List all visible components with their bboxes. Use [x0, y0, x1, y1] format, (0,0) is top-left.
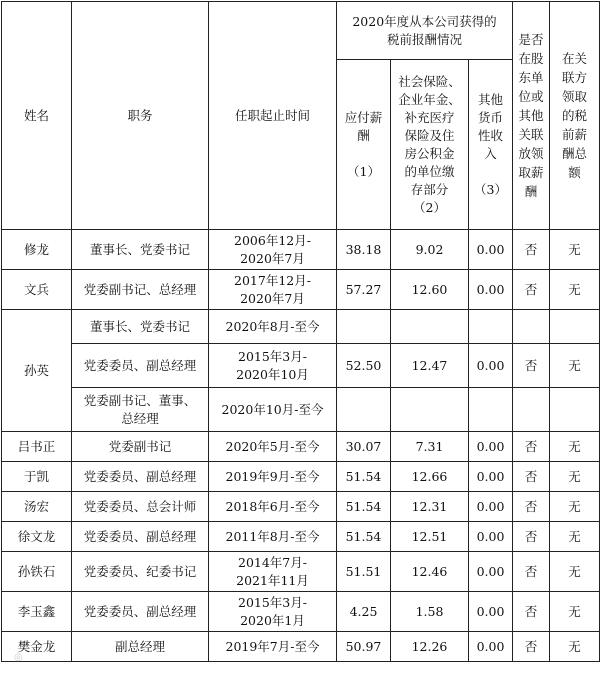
cell-term-line: 2020年7月 [240, 250, 305, 266]
cell-position-line: 党委副书记、董事、 [83, 392, 197, 408]
cell-other: 0.00 [469, 230, 513, 270]
cell-other: 0.00 [469, 344, 513, 388]
cell-term [209, 388, 337, 432]
table-row [2, 432, 600, 462]
cell-term-line: 2015年3月- [238, 348, 307, 364]
cell-shareholder: 否 [513, 432, 550, 462]
cell-position [72, 344, 209, 388]
table-row [2, 388, 600, 432]
cell-name: 樊金龙 [2, 632, 72, 662]
header-shareholder-line: 关联 [518, 127, 544, 142]
cell-term [209, 432, 337, 462]
cell-empty [513, 388, 550, 432]
cell-position-line: 党委委员、副总经理 [83, 528, 197, 544]
cell-term-line: 2020年10月 [236, 366, 309, 382]
cell-position-line: 党委副书记、总经理 [83, 281, 197, 297]
cell-insurance: 7.31 [391, 432, 469, 462]
cell-related: 无 [550, 552, 600, 592]
cell-insurance: 12.47 [391, 344, 469, 388]
cell-empty [337, 388, 391, 432]
cell-related: 无 [550, 270, 600, 310]
table-row [2, 230, 600, 270]
cell-position-line: 党委委员、总会计师 [83, 498, 197, 514]
cell-term-line: 2006年12月- [234, 232, 311, 248]
watermark: ◎ [14, 652, 23, 663]
header-term: 任职起止时间 [209, 2, 337, 230]
cell-term [209, 492, 337, 522]
header-col3-line: 入 [484, 145, 497, 161]
cell-insurance: 12.51 [391, 522, 469, 552]
table-row [2, 522, 600, 552]
header-shareholder-line: 取薪 [518, 165, 544, 180]
table-row [2, 270, 600, 310]
cell-pay: 50.97 [337, 632, 391, 662]
cell-other: 0.00 [469, 592, 513, 632]
cell-position [72, 592, 209, 632]
cell-term-line: 2015年3月- [238, 594, 307, 610]
cell-position-line: 党委副书记 [108, 438, 172, 454]
header-related-pay [550, 2, 600, 230]
header-related-line: 酬总 [562, 146, 588, 161]
cell-pay: 51.54 [337, 492, 391, 522]
cell-name: 文兵 [2, 270, 72, 310]
table-row [2, 310, 600, 344]
cell-position-line: 党委委员、副总经理 [83, 603, 197, 619]
cell-position [72, 432, 209, 462]
header-shareholder-line: 是否 [518, 32, 544, 47]
cell-shareholder: 否 [513, 492, 550, 522]
cell-insurance: 12.60 [391, 270, 469, 310]
cell-term-line: 2014年7月- [238, 554, 307, 570]
cell-position [72, 552, 209, 592]
cell-insurance: 12.66 [391, 462, 469, 492]
header-shareholder-line: 在股 [518, 51, 544, 66]
header-pay-group-line: 税前报酬情况 [387, 31, 463, 47]
header-col2-line: 房公积金 [404, 145, 455, 161]
header-col2-line: 存部分 [410, 181, 449, 197]
cell-pay: 51.54 [337, 462, 391, 492]
cell-term [209, 552, 337, 592]
cell-empty [469, 310, 513, 344]
table-row [2, 344, 600, 388]
header-shareholder-line: 位或 [518, 89, 544, 104]
cell-name: 孙英 [2, 310, 72, 432]
cell-position [72, 632, 209, 662]
header-col3-line: 性收 [478, 127, 504, 143]
header-col2-line: 企业年金、 [398, 91, 461, 107]
header-col1-line: 应付薪 [344, 109, 383, 125]
header-pay-group-line: 2020年度从本公司获得的 [352, 13, 497, 29]
cell-other: 0.00 [469, 632, 513, 662]
cell-position-line: 副总经理 [114, 638, 165, 654]
cell-term [209, 522, 337, 552]
cell-insurance: 12.31 [391, 492, 469, 522]
cell-empty [391, 388, 469, 432]
cell-other: 0.00 [469, 270, 513, 310]
cell-name: 汤宏 [2, 492, 72, 522]
header-col3-line: 其他 [478, 91, 504, 107]
cell-term-line: 2021年11月 [236, 572, 309, 588]
cell-insurance: 12.46 [391, 552, 469, 592]
cell-position-line: 党委委员、纪委书记 [83, 563, 197, 579]
header-shareholder [513, 2, 550, 230]
cell-position-line: 董事长、党委书记 [89, 318, 190, 334]
cell-position [72, 310, 209, 344]
cell-position [72, 492, 209, 522]
cell-other: 0.00 [469, 432, 513, 462]
cell-name: 徐文龙 [2, 522, 72, 552]
cell-term [209, 592, 337, 632]
cell-shareholder: 否 [513, 632, 550, 662]
cell-related: 无 [550, 522, 600, 552]
header-col1 [337, 60, 391, 230]
cell-name: 李玉鑫 [2, 592, 72, 632]
header-row-1 [2, 2, 600, 60]
cell-name: 孙铁石 [2, 552, 72, 592]
cell-pay: 51.51 [337, 552, 391, 592]
cell-position [72, 270, 209, 310]
cell-pay: 30.07 [337, 432, 391, 462]
cell-term-line: 2017年12月- [234, 272, 311, 288]
header-col3 [469, 60, 513, 230]
header-name: 姓名 [2, 2, 72, 230]
cell-shareholder: 否 [513, 344, 550, 388]
header-shareholder-line: 东单 [518, 70, 544, 85]
cell-empty [469, 388, 513, 432]
cell-other: 0.00 [469, 522, 513, 552]
cell-position [72, 462, 209, 492]
cell-empty [513, 310, 550, 344]
cell-term [209, 270, 337, 310]
header-col2-line: 的单位缴 [404, 163, 455, 179]
cell-name: 于凯 [2, 462, 72, 492]
header-col1-line: 酬 [357, 127, 370, 143]
cell-pay: 38.18 [337, 230, 391, 270]
cell-name: 吕书正 [2, 432, 72, 462]
cell-related: 无 [550, 432, 600, 462]
cell-shareholder: 否 [513, 522, 550, 552]
header-related-line: 前薪 [562, 127, 588, 142]
header-related-line: 额 [568, 165, 581, 180]
header-col2-line: （2） [413, 199, 446, 215]
cell-empty [550, 388, 600, 432]
cell-term-line: 2019年9月-至今 [225, 468, 320, 484]
cell-other: 0.00 [469, 552, 513, 592]
table-row [2, 552, 600, 592]
cell-position [72, 388, 209, 432]
header-col1-line: （1） [347, 163, 380, 179]
cell-position-line: 党委委员、副总经理 [83, 357, 197, 373]
header-related-line: 领取 [562, 89, 588, 104]
cell-shareholder: 否 [513, 230, 550, 270]
cell-term [209, 462, 337, 492]
header-related-line: 联方 [562, 70, 588, 85]
cell-term-line: 2020年1月 [240, 612, 305, 628]
cell-term-line: 2019年7月-至今 [225, 638, 320, 654]
cell-term-line: 2020年10月-至今 [221, 401, 324, 417]
header-shareholder-line: 其他 [518, 108, 544, 123]
cell-term-line: 2011年8月-至今 [225, 528, 320, 544]
cell-shareholder: 否 [513, 552, 550, 592]
header-related-line: 的税 [562, 108, 588, 123]
cell-insurance: 1.58 [391, 592, 469, 632]
header-col3-line [470, 163, 511, 181]
cell-other: 0.00 [469, 462, 513, 492]
cell-term-line: 2020年8月-至今 [225, 318, 320, 334]
cell-pay: 4.25 [337, 592, 391, 632]
table-row [2, 592, 600, 632]
cell-term-line: 2020年5月-至今 [225, 438, 320, 454]
cell-position-line: 总经理 [121, 410, 159, 426]
cell-insurance: 12.26 [391, 632, 469, 662]
cell-term [209, 230, 337, 270]
header-col2-line: 保险及住 [404, 127, 455, 143]
cell-related: 无 [550, 592, 600, 632]
table-row [2, 632, 600, 662]
cell-position-line: 党委委员、副总经理 [83, 468, 197, 484]
header-col2-line: 补充医疗 [404, 109, 455, 125]
cell-shareholder: 否 [513, 270, 550, 310]
cell-empty [391, 310, 469, 344]
cell-position [72, 230, 209, 270]
cell-shareholder: 否 [513, 462, 550, 492]
cell-other: 0.00 [469, 492, 513, 522]
cell-term-line: 2018年6月-至今 [225, 498, 320, 514]
header-pay-group [337, 2, 513, 60]
cell-empty [337, 310, 391, 344]
cell-pay: 57.27 [337, 270, 391, 310]
header-col2-line: 社会保险、 [398, 73, 461, 89]
cell-position-line: 董事长、党委书记 [89, 241, 190, 257]
table-body [2, 2, 600, 662]
cell-term [209, 344, 337, 388]
cell-term [209, 632, 337, 662]
cell-position [72, 522, 209, 552]
header-shareholder-line: 放领 [518, 146, 544, 161]
cell-related: 无 [550, 632, 600, 662]
cell-related: 无 [550, 462, 600, 492]
header-position: 职务 [72, 2, 209, 230]
header-col3-line: 货币 [478, 109, 504, 125]
header-related-line: 在关 [562, 51, 588, 66]
cell-related: 无 [550, 344, 600, 388]
cell-shareholder: 否 [513, 592, 550, 632]
compensation-table [1, 1, 600, 662]
cell-pay: 52.50 [337, 344, 391, 388]
header-col1-line [338, 145, 389, 163]
cell-pay: 51.54 [337, 522, 391, 552]
cell-name: 修龙 [2, 230, 72, 270]
cell-empty [550, 310, 600, 344]
table-row [2, 492, 600, 522]
cell-term [209, 310, 337, 344]
cell-insurance: 9.02 [391, 230, 469, 270]
header-shareholder-line: 酬 [524, 184, 538, 199]
header-col2 [391, 60, 469, 230]
cell-related: 无 [550, 492, 600, 522]
header-col3-line: （3） [474, 181, 507, 197]
cell-related: 无 [550, 230, 600, 270]
table-row [2, 462, 600, 492]
cell-term-line: 2020年7月 [240, 290, 305, 306]
